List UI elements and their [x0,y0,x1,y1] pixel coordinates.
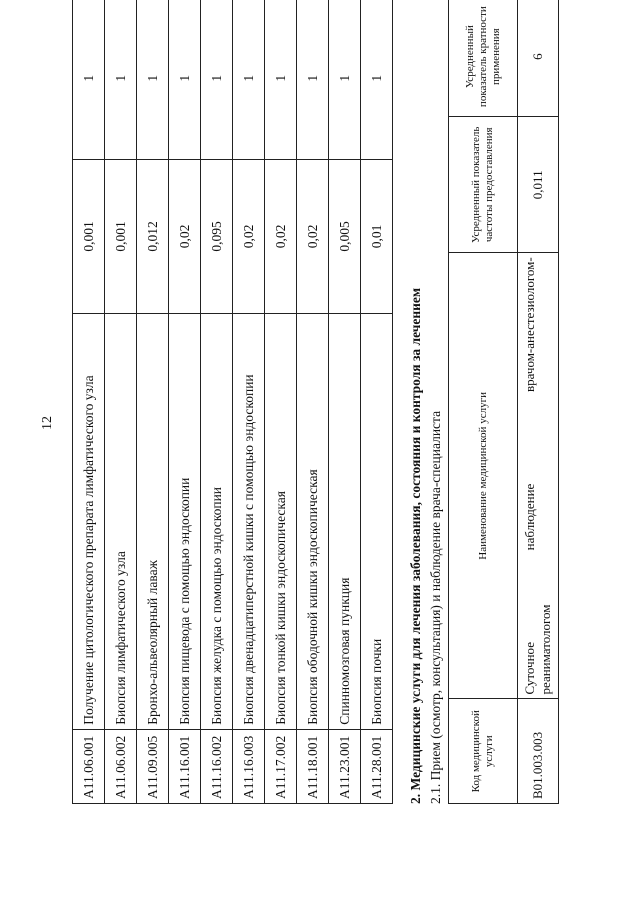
cell-frequency: 0,095 [201,160,233,313]
page-number: 12 [40,416,55,430]
services-table [72,0,393,804]
cell-frequency: 0,001 [73,160,105,313]
cell-multiplicity: 1 [265,0,297,160]
cell-multiplicity: 1 [105,0,137,160]
cell-name: Бронхо-альвеолярный лаваж [137,313,169,729]
specialist-table [448,0,559,804]
cell-code: A11.18.001 [297,729,329,803]
section-heading: 2. Медицинские услуги для лечения заболевания, состояния и контроля за лечением [408,287,423,804]
cell-multiplicity: 1 [297,0,329,160]
cell-code: A11.06.002 [105,729,137,803]
table-row [361,0,393,804]
cell-name: Биопсия пищевода с помощью эндоскопии [169,313,201,729]
cell-name-part2: наблюдение [522,483,537,551]
cell-code: A11.16.001 [169,729,201,803]
cell-code: B01.003.003 [518,699,559,804]
table-row [201,0,233,804]
cell-name: Биопсия тонкой кишки эндоскопическая [265,313,297,729]
cell-frequency: 0,012 [137,160,169,313]
cell-frequency: 0,01 [361,160,393,313]
table-row [73,0,105,804]
cell-code: A11.16.003 [233,729,265,803]
cell-multiplicity: 1 [137,0,169,160]
cell-frequency: 0,02 [297,160,329,313]
cell-name: Биопсия лимфатического узла [105,313,137,729]
cell-frequency: 0,02 [233,160,265,313]
cell-code: A11.09.005 [137,729,169,803]
table-row [518,0,559,804]
cell-multiplicity: 6 [518,0,559,117]
cell-frequency: 0,011 [518,117,559,253]
cell-code: A11.28.001 [361,729,393,803]
cell-name: Биопсия желудка с помощью эндоскопии [201,313,233,729]
header-multiplicity: Усредненный показатель кратности применения [449,0,518,117]
cell-name: Биопсия почки [361,313,393,729]
cell-name [518,253,559,699]
cell-name-part3: врачом-анестезиологом- [522,257,537,392]
cell-code: A11.06.001 [73,729,105,803]
cell-multiplicity: 1 [73,0,105,160]
cell-code: A11.16.002 [201,729,233,803]
table-row [297,0,329,804]
cell-code: A11.17.002 [265,729,297,803]
cell-multiplicity: 1 [233,0,265,160]
cell-name-line1 [522,257,538,694]
header-name: Наименование медицинской услуги [449,253,518,699]
table-row [329,0,361,804]
header-code: Код медицинской услуги [449,699,518,804]
services-table-body [73,0,393,804]
cell-name: Биопсия двенадцатиперстной кишки с помощью эндоскопии [233,313,265,729]
table-row [137,0,169,804]
cell-code: A11.23.001 [329,729,361,803]
table-row [105,0,137,804]
cell-multiplicity: 1 [201,0,233,160]
cell-multiplicity: 1 [169,0,201,160]
table-header-row [449,0,518,804]
subsection-heading: 2.1. Прием (осмотр, консультация) и наблюдение врача-специалиста [428,410,443,804]
cell-multiplicity: 1 [361,0,393,160]
cell-name: Биопсия ободочной кишки эндоскопическая [297,313,329,729]
cell-multiplicity: 1 [329,0,361,160]
table-row [265,0,297,804]
table-row [169,0,201,804]
cell-frequency: 0,02 [265,160,297,313]
table-row [233,0,265,804]
cell-frequency: 0,02 [169,160,201,313]
cell-frequency: 0,005 [329,160,361,313]
cell-name-part1: Суточное [522,642,537,695]
cell-name-line2: реаниматологом [538,604,553,695]
cell-name: Получение цитологического препарата лимфатического узла [73,313,105,729]
cell-name: Спинномозговая пункция [329,313,361,729]
header-frequency: Усредненный показатель частоты предоставления [449,117,518,253]
cell-frequency: 0,001 [105,160,137,313]
